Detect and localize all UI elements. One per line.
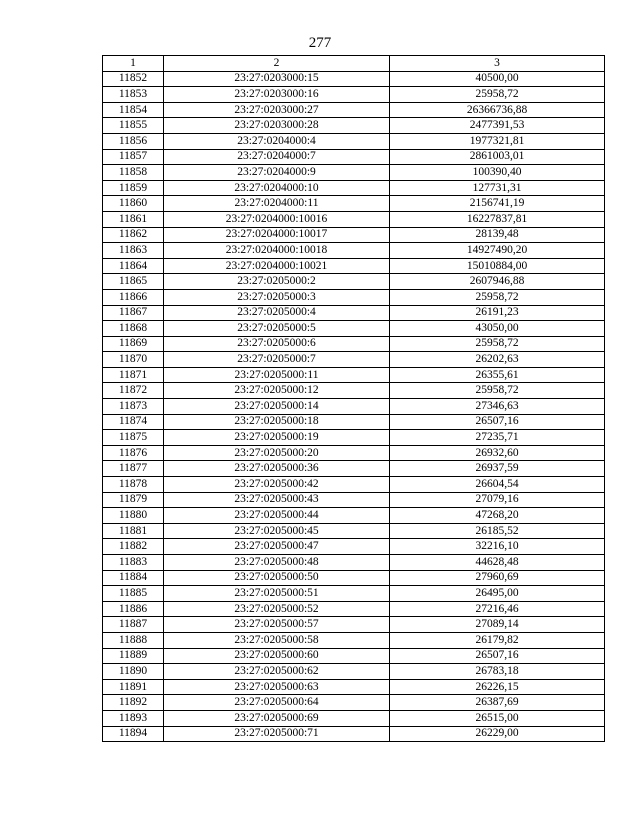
table-body (103, 71, 605, 742)
value-cell: 32216,10 (390, 539, 605, 555)
table-row (103, 679, 605, 695)
cadastral-number-cell: 23:27:0204000:10021 (164, 258, 390, 274)
cadastral-number-cell: 23:27:0204000:10 (164, 180, 390, 196)
value-cell: 26495,00 (390, 586, 605, 602)
cadastral-number-cell: 23:27:0204000:10018 (164, 243, 390, 259)
row-number-cell: 11852 (103, 71, 164, 87)
header-cell-1: 1 (103, 56, 164, 72)
table-row (103, 71, 605, 87)
value-cell: 26604,54 (390, 477, 605, 493)
row-number-cell: 11881 (103, 523, 164, 539)
value-cell: 26229,00 (390, 726, 605, 742)
cadastral-number-cell: 23:27:0205000:20 (164, 445, 390, 461)
cadastral-number-cell: 23:27:0203000:15 (164, 71, 390, 87)
value-cell: 44628,48 (390, 555, 605, 571)
value-cell: 127731,31 (390, 180, 605, 196)
row-number-cell: 11855 (103, 118, 164, 134)
table-row (103, 695, 605, 711)
value-cell: 25958,72 (390, 289, 605, 305)
cadastral-number-cell: 23:27:0204000:11 (164, 196, 390, 212)
value-cell: 26366736,88 (390, 102, 605, 118)
table-row (103, 710, 605, 726)
row-number-cell: 11882 (103, 539, 164, 555)
header-cell-3: 3 (390, 56, 605, 72)
cadastral-number-cell: 23:27:0205000:63 (164, 679, 390, 695)
value-cell: 25958,72 (390, 336, 605, 352)
cadastral-number-cell: 23:27:0205000:44 (164, 508, 390, 524)
row-number-cell: 11890 (103, 664, 164, 680)
cadastral-number-cell: 23:27:0204000:7 (164, 149, 390, 165)
value-cell: 26355,61 (390, 367, 605, 383)
value-cell: 40500,00 (390, 71, 605, 87)
value-cell: 27079,16 (390, 492, 605, 508)
table-row (103, 492, 605, 508)
table-row (103, 539, 605, 555)
row-number-cell: 11869 (103, 336, 164, 352)
value-cell: 2156741,19 (390, 196, 605, 212)
value-cell: 26783,18 (390, 664, 605, 680)
value-cell: 26185,52 (390, 523, 605, 539)
cadastral-number-cell: 23:27:0205000:62 (164, 664, 390, 680)
table-row (103, 196, 605, 212)
table-row (103, 414, 605, 430)
table-row (103, 570, 605, 586)
row-number-cell: 11859 (103, 180, 164, 196)
row-number-cell: 11866 (103, 289, 164, 305)
row-number-cell: 11889 (103, 648, 164, 664)
cadastral-number-cell: 23:27:0205000:42 (164, 477, 390, 493)
row-number-cell: 11863 (103, 243, 164, 259)
table-row (103, 461, 605, 477)
table-row (103, 601, 605, 617)
cadastral-number-cell: 23:27:0205000:51 (164, 586, 390, 602)
table-row (103, 336, 605, 352)
table-row (103, 102, 605, 118)
value-cell: 27216,46 (390, 601, 605, 617)
cadastral-number-cell: 23:27:0203000:16 (164, 87, 390, 103)
cadastral-number-cell: 23:27:0205000:47 (164, 539, 390, 555)
table-row (103, 555, 605, 571)
table-row (103, 367, 605, 383)
table-row (103, 118, 605, 134)
cadastral-number-cell: 23:27:0205000:2 (164, 274, 390, 290)
header-row (103, 56, 605, 72)
registry-table (102, 55, 605, 742)
row-number-cell: 11871 (103, 367, 164, 383)
table-row (103, 586, 605, 602)
table-row (103, 165, 605, 181)
value-cell: 27960,69 (390, 570, 605, 586)
value-cell: 26507,16 (390, 414, 605, 430)
row-number-cell: 11886 (103, 601, 164, 617)
row-number-cell: 11857 (103, 149, 164, 165)
value-cell: 27346,63 (390, 399, 605, 415)
row-number-cell: 11865 (103, 274, 164, 290)
cadastral-number-cell: 23:27:0204000:10017 (164, 227, 390, 243)
table-row (103, 87, 605, 103)
table-row (103, 445, 605, 461)
value-cell: 28139,48 (390, 227, 605, 243)
row-number-cell: 11893 (103, 710, 164, 726)
row-number-cell: 11887 (103, 617, 164, 633)
value-cell: 43050,00 (390, 321, 605, 337)
cadastral-number-cell: 23:27:0205000:19 (164, 430, 390, 446)
table-row (103, 352, 605, 368)
value-cell: 26387,69 (390, 695, 605, 711)
cadastral-number-cell: 23:27:0205000:48 (164, 555, 390, 571)
cadastral-number-cell: 23:27:0203000:27 (164, 102, 390, 118)
row-number-cell: 11870 (103, 352, 164, 368)
table-row (103, 149, 605, 165)
cadastral-number-cell: 23:27:0205000:69 (164, 710, 390, 726)
value-cell: 2477391,53 (390, 118, 605, 134)
cadastral-number-cell: 23:27:0205000:57 (164, 617, 390, 633)
table-row (103, 243, 605, 259)
cadastral-number-cell: 23:27:0205000:11 (164, 367, 390, 383)
row-number-cell: 11888 (103, 632, 164, 648)
value-cell: 25958,72 (390, 87, 605, 103)
cadastral-number-cell: 23:27:0205000:52 (164, 601, 390, 617)
row-number-cell: 11885 (103, 586, 164, 602)
row-number-cell: 11864 (103, 258, 164, 274)
value-cell: 26515,00 (390, 710, 605, 726)
cadastral-number-cell: 23:27:0205000:4 (164, 305, 390, 321)
table-row (103, 664, 605, 680)
row-number-cell: 11880 (103, 508, 164, 524)
cadastral-number-cell: 23:27:0205000:12 (164, 383, 390, 399)
table-row (103, 227, 605, 243)
row-number-cell: 11883 (103, 555, 164, 571)
cadastral-number-cell: 23:27:0205000:5 (164, 321, 390, 337)
row-number-cell: 11862 (103, 227, 164, 243)
row-number-cell: 11877 (103, 461, 164, 477)
table-row (103, 648, 605, 664)
row-number-cell: 11873 (103, 399, 164, 415)
row-number-cell: 11860 (103, 196, 164, 212)
value-cell: 1977321,81 (390, 133, 605, 149)
row-number-cell: 11856 (103, 133, 164, 149)
value-cell: 26202,63 (390, 352, 605, 368)
page-number: 277 (308, 35, 332, 51)
cadastral-number-cell: 23:27:0204000:9 (164, 165, 390, 181)
row-number-cell: 11853 (103, 87, 164, 103)
value-cell: 26226,15 (390, 679, 605, 695)
cadastral-number-cell: 23:27:0203000:28 (164, 118, 390, 134)
table-row (103, 508, 605, 524)
value-cell: 26507,16 (390, 648, 605, 664)
row-number-cell: 11854 (103, 102, 164, 118)
row-number-cell: 11861 (103, 211, 164, 227)
row-number-cell: 11876 (103, 445, 164, 461)
table-row (103, 430, 605, 446)
row-number-cell: 11891 (103, 679, 164, 695)
value-cell: 27089,14 (390, 617, 605, 633)
table-row (103, 211, 605, 227)
row-number-cell: 11872 (103, 383, 164, 399)
value-cell: 2607946,88 (390, 274, 605, 290)
cadastral-number-cell: 23:27:0205000:6 (164, 336, 390, 352)
table-row (103, 726, 605, 742)
row-number-cell: 11875 (103, 430, 164, 446)
table-row (103, 274, 605, 290)
cadastral-number-cell: 23:27:0205000:45 (164, 523, 390, 539)
cadastral-number-cell: 23:27:0205000:60 (164, 648, 390, 664)
value-cell: 26937,59 (390, 461, 605, 477)
cadastral-number-cell: 23:27:0205000:14 (164, 399, 390, 415)
value-cell: 15010884,00 (390, 258, 605, 274)
table-header (103, 56, 605, 72)
cadastral-number-cell: 23:27:0205000:7 (164, 352, 390, 368)
table-row (103, 383, 605, 399)
table-row (103, 523, 605, 539)
table-row (103, 289, 605, 305)
row-number-cell: 11894 (103, 726, 164, 742)
cadastral-number-cell: 23:27:0205000:50 (164, 570, 390, 586)
row-number-cell: 11858 (103, 165, 164, 181)
table-row (103, 133, 605, 149)
value-cell: 26932,60 (390, 445, 605, 461)
table-row (103, 258, 605, 274)
cadastral-number-cell: 23:27:0205000:36 (164, 461, 390, 477)
cadastral-number-cell: 23:27:0204000:4 (164, 133, 390, 149)
value-cell: 47268,20 (390, 508, 605, 524)
row-number-cell: 11874 (103, 414, 164, 430)
header-cell-2: 2 (164, 56, 390, 72)
row-number-cell: 11878 (103, 477, 164, 493)
table-row (103, 632, 605, 648)
value-cell: 100390,40 (390, 165, 605, 181)
cadastral-number-cell: 23:27:0204000:10016 (164, 211, 390, 227)
cadastral-number-cell: 23:27:0205000:58 (164, 632, 390, 648)
table-row (103, 399, 605, 415)
value-cell: 14927490,20 (390, 243, 605, 259)
table-row (103, 477, 605, 493)
row-number-cell: 11892 (103, 695, 164, 711)
row-number-cell: 11879 (103, 492, 164, 508)
table-row (103, 617, 605, 633)
value-cell: 26191,23 (390, 305, 605, 321)
row-number-cell: 11867 (103, 305, 164, 321)
cadastral-number-cell: 23:27:0205000:3 (164, 289, 390, 305)
cadastral-number-cell: 23:27:0205000:71 (164, 726, 390, 742)
row-number-cell: 11884 (103, 570, 164, 586)
cadastral-number-cell: 23:27:0205000:43 (164, 492, 390, 508)
table-row (103, 305, 605, 321)
row-number-cell: 11868 (103, 321, 164, 337)
value-cell: 16227837,81 (390, 211, 605, 227)
value-cell: 27235,71 (390, 430, 605, 446)
cadastral-number-cell: 23:27:0205000:64 (164, 695, 390, 711)
table-row (103, 321, 605, 337)
cadastral-number-cell: 23:27:0205000:18 (164, 414, 390, 430)
value-cell: 2861003,01 (390, 149, 605, 165)
value-cell: 25958,72 (390, 383, 605, 399)
table-row (103, 180, 605, 196)
value-cell: 26179,82 (390, 632, 605, 648)
